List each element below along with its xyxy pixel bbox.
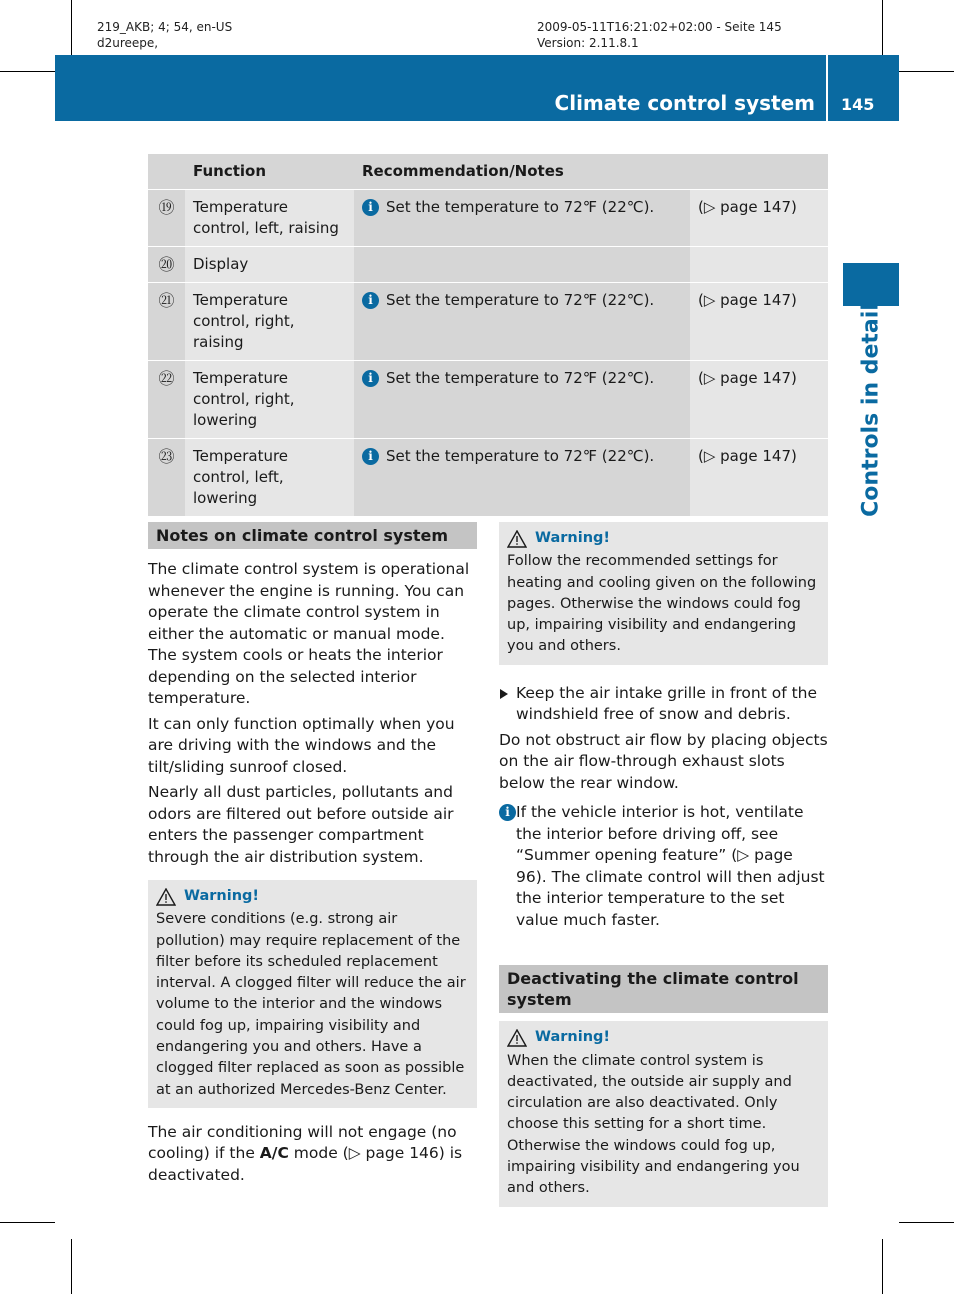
row-number: ⑳ [148,247,185,283]
page-number: 145 [841,95,875,114]
body-paragraph: Do not obstruct air flow by placing objects on the air flow-through exhaust slots below the rear window. [499,730,828,792]
instruction-bullet [499,683,828,726]
recommendation-text: Set the temperature to 72℉ (22℃). [386,291,655,309]
meta-line: 2009-05-11T16:21:02+02:00 - Seite 145 [537,20,782,34]
warning-triangle-icon [507,530,527,548]
row-page-ref[interactable]: (▷ page 147) [690,283,828,361]
row-function: Temperature control, right, lowering [185,361,354,439]
warning-title-text: Warning! [184,888,260,904]
side-section-text: Controls in detail [858,303,884,517]
left-column [148,522,477,1190]
crop-mark [71,1239,72,1294]
row-number: ⑲ [148,190,185,247]
warning-text: When the climate control system is deactivated, the outside air supply and circulation are also deactivated. Only choose this setting for a short time. Otherwise the windows could fog up, impairing visibility and endangering you and others. [507,1052,800,1197]
warning-title-text: Warning! [535,1029,611,1046]
header-function: Function [185,154,354,190]
section-heading: Deactivating the climate control system [499,965,828,1013]
warning-triangle-icon [156,888,176,906]
warning-title [507,528,820,549]
row-recommendation [354,439,690,517]
info-icon: i [362,370,379,387]
row-number: ㉓ [148,439,185,517]
section-heading: Notes on climate control system [148,522,477,549]
chapter-title: Climate control system [554,91,815,115]
table-header-row [148,154,828,190]
warning-title [156,886,469,907]
info-text: If the vehicle interior is hot, ventilate the interior before driving off, see “Summer opening feature” (▷ page 96). The climate control will then adjust the interior temperature to the set value much faster. [516,803,825,929]
ac-text-before: The air conditioning will not engage (no cooling) if the [148,1122,457,1163]
row-page-ref [690,247,828,283]
right-column [499,522,828,1207]
recommendation-text: Set the temperature to 72℉ (22℃). [386,198,655,216]
crop-mark [71,0,72,55]
header-num [148,154,185,190]
meta-line: Version: 2.11.8.1 [537,36,639,50]
info-note [499,802,828,931]
info-icon: i [362,292,379,309]
info-icon: i [499,804,516,821]
crop-mark [0,71,55,72]
row-recommendation [354,361,690,439]
row-recommendation [354,283,690,361]
crop-mark [882,0,883,55]
bullet-text: Keep the air intake grille in front of the windshield free of snow and debris. [516,683,818,724]
crop-mark [0,1222,55,1223]
table-row [148,247,828,283]
ac-text-after: mode (▷ page 146) is deactivated. [148,1144,463,1184]
ac-paragraph [148,1122,477,1187]
table-row [148,283,828,361]
header-page [690,154,828,190]
meta-line: d2ureepe, [97,36,159,50]
warning-box [499,522,828,665]
row-number: ㉒ [148,361,185,439]
row-recommendation [354,247,690,283]
header-divider [826,55,828,121]
row-recommendation [354,190,690,247]
crop-mark [899,1222,954,1223]
body-paragraph: The climate control system is operational whenever the engine is running. You can operate the climate control system in either the automatic or manual mode. The system cools or heats the interior depending on the selected interior temperature. [148,560,470,707]
row-page-ref[interactable]: (▷ page 147) [690,439,828,517]
ac-mode-label: A/C [259,1144,289,1163]
warning-box [499,1021,828,1206]
row-function: Temperature control, left, raising [185,190,354,247]
crop-mark [882,1239,883,1294]
warning-title [507,1027,820,1048]
row-function: Display [185,247,354,283]
row-function: Temperature control, left, lowering [185,439,354,517]
crop-mark [899,71,954,72]
warning-title-text: Warning! [535,530,611,546]
meta-line: 219_AKB; 4; 54, en-US [97,20,233,34]
row-function: Temperature control, right, raising [185,283,354,361]
warning-text: Severe conditions (e.g. strong air pollution) may require replacement of the filter before its scheduled replacement interval. A clogged filter will reduce the air volume to the interior and the windows could fog up, impairing visibility and endangering you and others. Have a clogged filter replaced as soon as possible at an authorized Mercedes-Benz Center. [156,911,466,1098]
row-number: ㉑ [148,283,185,361]
table-row [148,361,828,439]
warning-triangle-icon [507,1029,527,1047]
body-paragraph: It can only function optimally when you are driving with the windows and the tilt/sliding sunroof closed. [148,714,455,776]
info-icon: i [362,199,379,216]
print-meta-left [97,19,232,51]
body-paragraph: Nearly all dust particles, pollutants and odors are filtered out before outside air enters the passenger compartment through the air distribution system. [148,783,454,866]
warning-box [148,880,477,1108]
print-meta-right [537,19,782,51]
header-recommendation: Recommendation/Notes [354,154,690,190]
recommendation-text: Set the temperature to 72℉ (22℃). [386,447,655,465]
page-header [55,55,899,121]
table-row [148,439,828,517]
bullet-arrow-icon [500,689,508,699]
table-row [148,190,828,247]
warning-text: Follow the recommended settings for heating and cooling given on the following pages. Otherwise the windows could fog up, impairing visibility and endangering you and others. [507,553,817,655]
function-table [148,154,828,517]
info-icon: i [362,448,379,465]
recommendation-text: Set the temperature to 72℉ (22℃). [386,369,655,387]
row-page-ref[interactable]: (▷ page 147) [690,190,828,247]
row-page-ref[interactable]: (▷ page 147) [690,361,828,439]
side-tab-marker [843,263,899,306]
